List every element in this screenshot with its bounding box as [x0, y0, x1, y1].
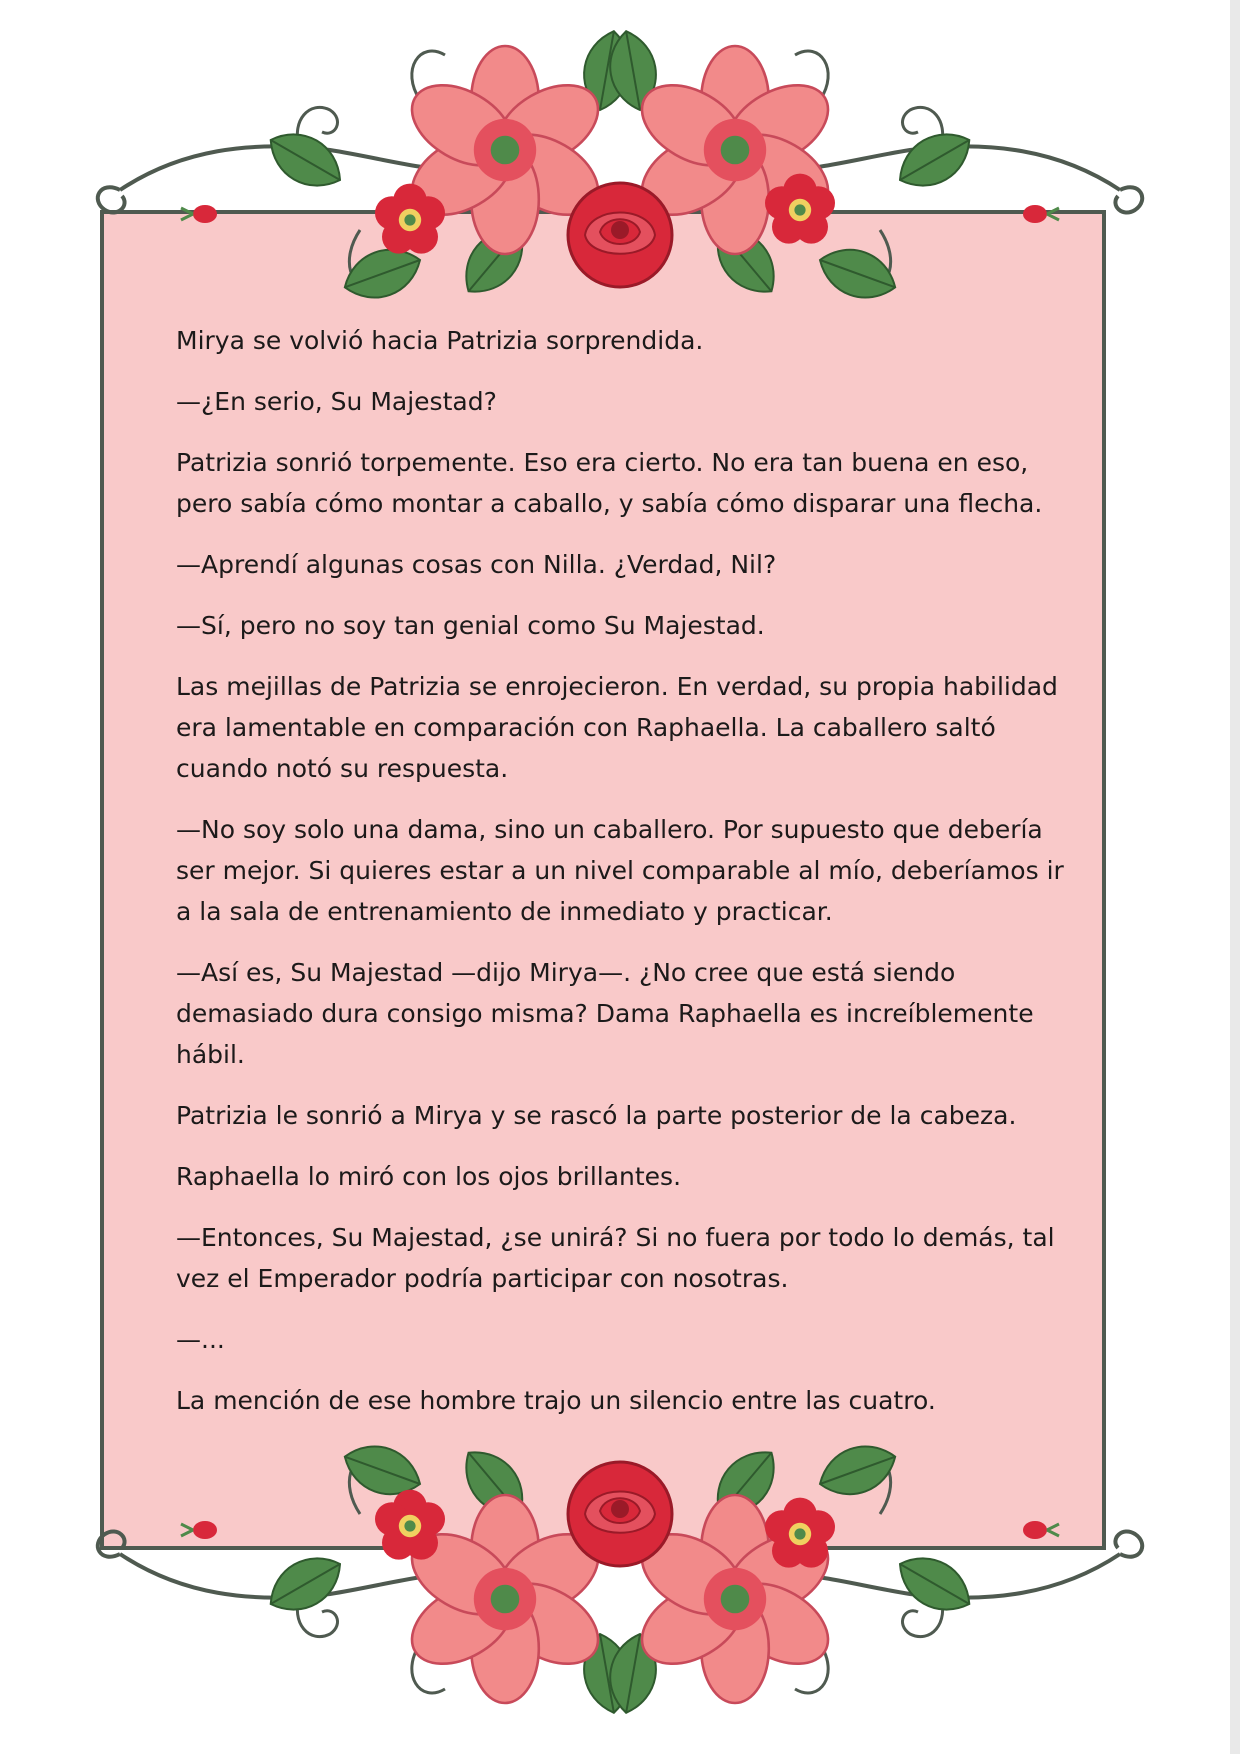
- paragraph: Patrizia le sonrió a Mirya y se rascó la parte posterior de la cabeza.: [176, 1101, 1017, 1130]
- paragraph: —Aprendí algunas cosas con Nilla. ¿Verdad, Nil?: [176, 550, 777, 579]
- paragraph: La mención de ese hombre trajo un silencio entre las cuatro.: [176, 1386, 936, 1415]
- paragraph: Las mejillas de Patrizia se enrojecieron. En verdad, su propia habilidad era lamentable en comparación con Raphaella. La caballero saltó cuando notó su respuesta.: [176, 672, 1058, 783]
- paragraph: Patrizia sonrió torpemente. Eso era cierto. No era tan buena en eso, pero sabía cómo montar a caballo, y sabía cómo disparar una flecha.: [176, 448, 1043, 518]
- paragraph: Raphaella lo miró con los ojos brillantes.: [176, 1162, 682, 1191]
- bottom-floral-ornament-icon: [0, 1414, 1240, 1754]
- paragraph: —No soy solo una dama, sino un caballero. Por supuesto que debería ser mejor. Si quieres estar a un nivel comparable al mío, deberíamos ir a la sala de entrenamiento de inmediato y practicar.: [176, 815, 1064, 926]
- top-floral-ornament-icon: [0, 0, 1240, 340]
- paragraph: —Sí, pero no soy tan genial como Su Majestad.: [176, 611, 765, 640]
- paragraph: —¿En serio, Su Majestad?: [176, 387, 497, 416]
- paragraph: —Así es, Su Majestad —dijo Mirya—. ¿No cree que está siendo demasiado dura consigo misma? Dama Raphaella es increíblemente hábil.: [176, 958, 1034, 1069]
- paragraph: —...: [176, 1325, 225, 1354]
- paragraph: —Entonces, Su Majestad, ¿se unirá? Si no fuera por todo lo demás, tal vez el Emperador podría participar con nosotras.: [176, 1223, 1055, 1293]
- story-text: [176, 320, 1066, 1441]
- paragraph: Mirya se volvió hacia Patrizia sorprendida.: [176, 326, 704, 355]
